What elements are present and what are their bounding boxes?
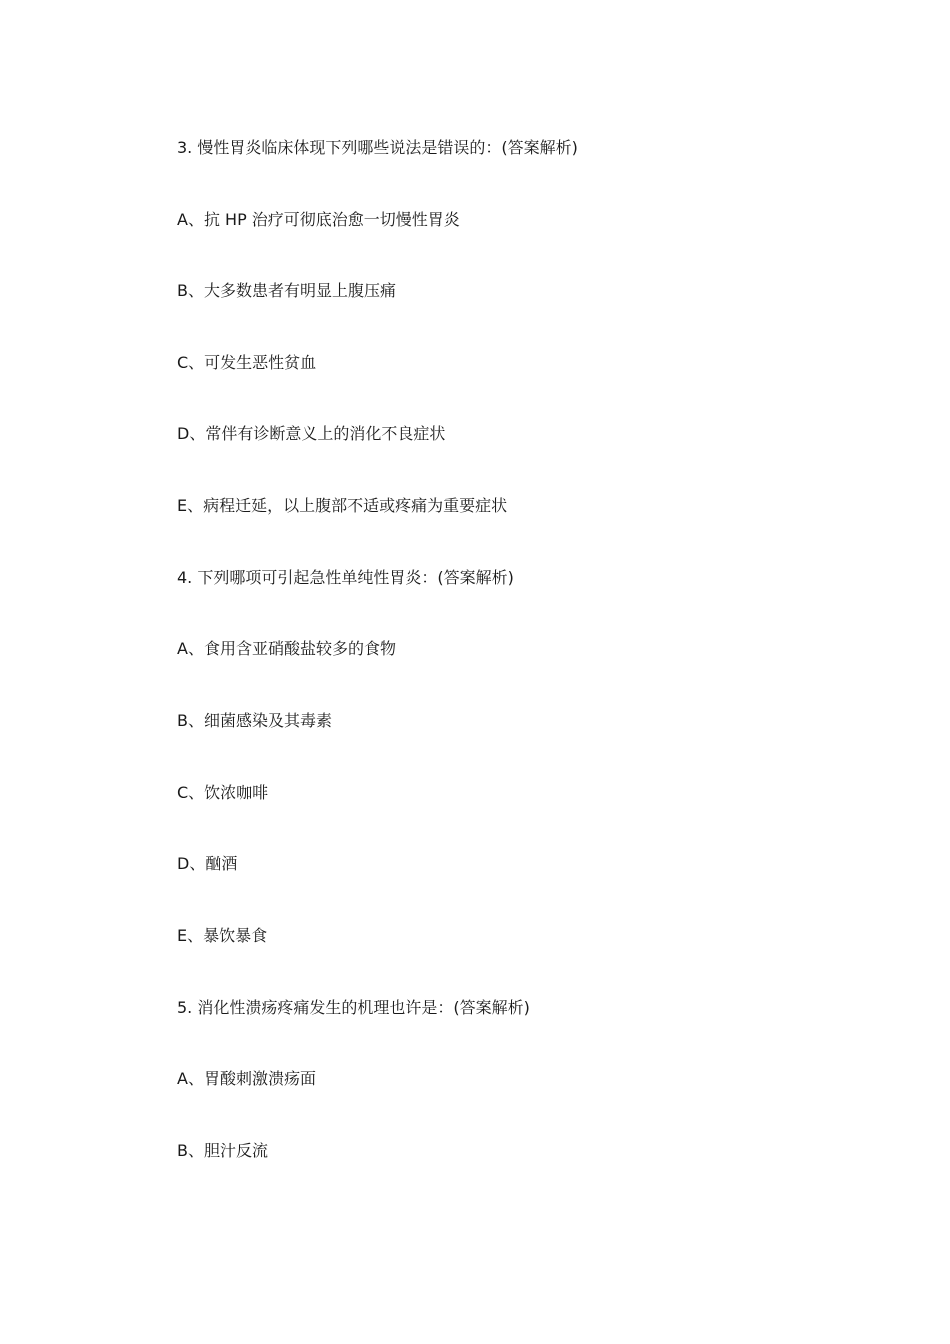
question-3-option-a: A、抗 HP 治疗可彻底治愈一切慢性胃炎 xyxy=(177,210,460,229)
question-4-option-d: D、酗酒 xyxy=(177,854,238,873)
question-5-stem: 5. 消化性溃疡疼痛发生的机理也许是：(答案解析) xyxy=(177,998,530,1017)
question-3-option-e: E、病程迁延，以上腹部不适或疼痛为重要症状 xyxy=(177,496,508,515)
question-4-option-e: E、暴饮暴食 xyxy=(177,926,268,945)
question-4-option-c: C、饮浓咖啡 xyxy=(177,783,269,802)
question-5-option-a: A、胃酸刺激溃疡面 xyxy=(177,1069,316,1088)
question-3-option-c: C、可发生恶性贫血 xyxy=(177,353,317,372)
question-3-option-d: D、常伴有诊断意义上的消化不良症状 xyxy=(177,424,446,443)
question-4-option-a: A、食用含亚硝酸盐较多的食物 xyxy=(177,639,396,658)
question-3-stem: 3. 慢性胃炎临床体现下列哪些说法是错误的：(答案解析) xyxy=(177,138,578,157)
question-5-option-b: B、胆汁反流 xyxy=(177,1141,268,1160)
question-4-option-b: B、细菌感染及其毒素 xyxy=(177,711,332,730)
question-4-stem: 4. 下列哪项可引起急性单纯性胃炎：(答案解析) xyxy=(177,568,514,587)
question-3-option-b: B、大多数患者有明显上腹压痛 xyxy=(177,281,396,300)
